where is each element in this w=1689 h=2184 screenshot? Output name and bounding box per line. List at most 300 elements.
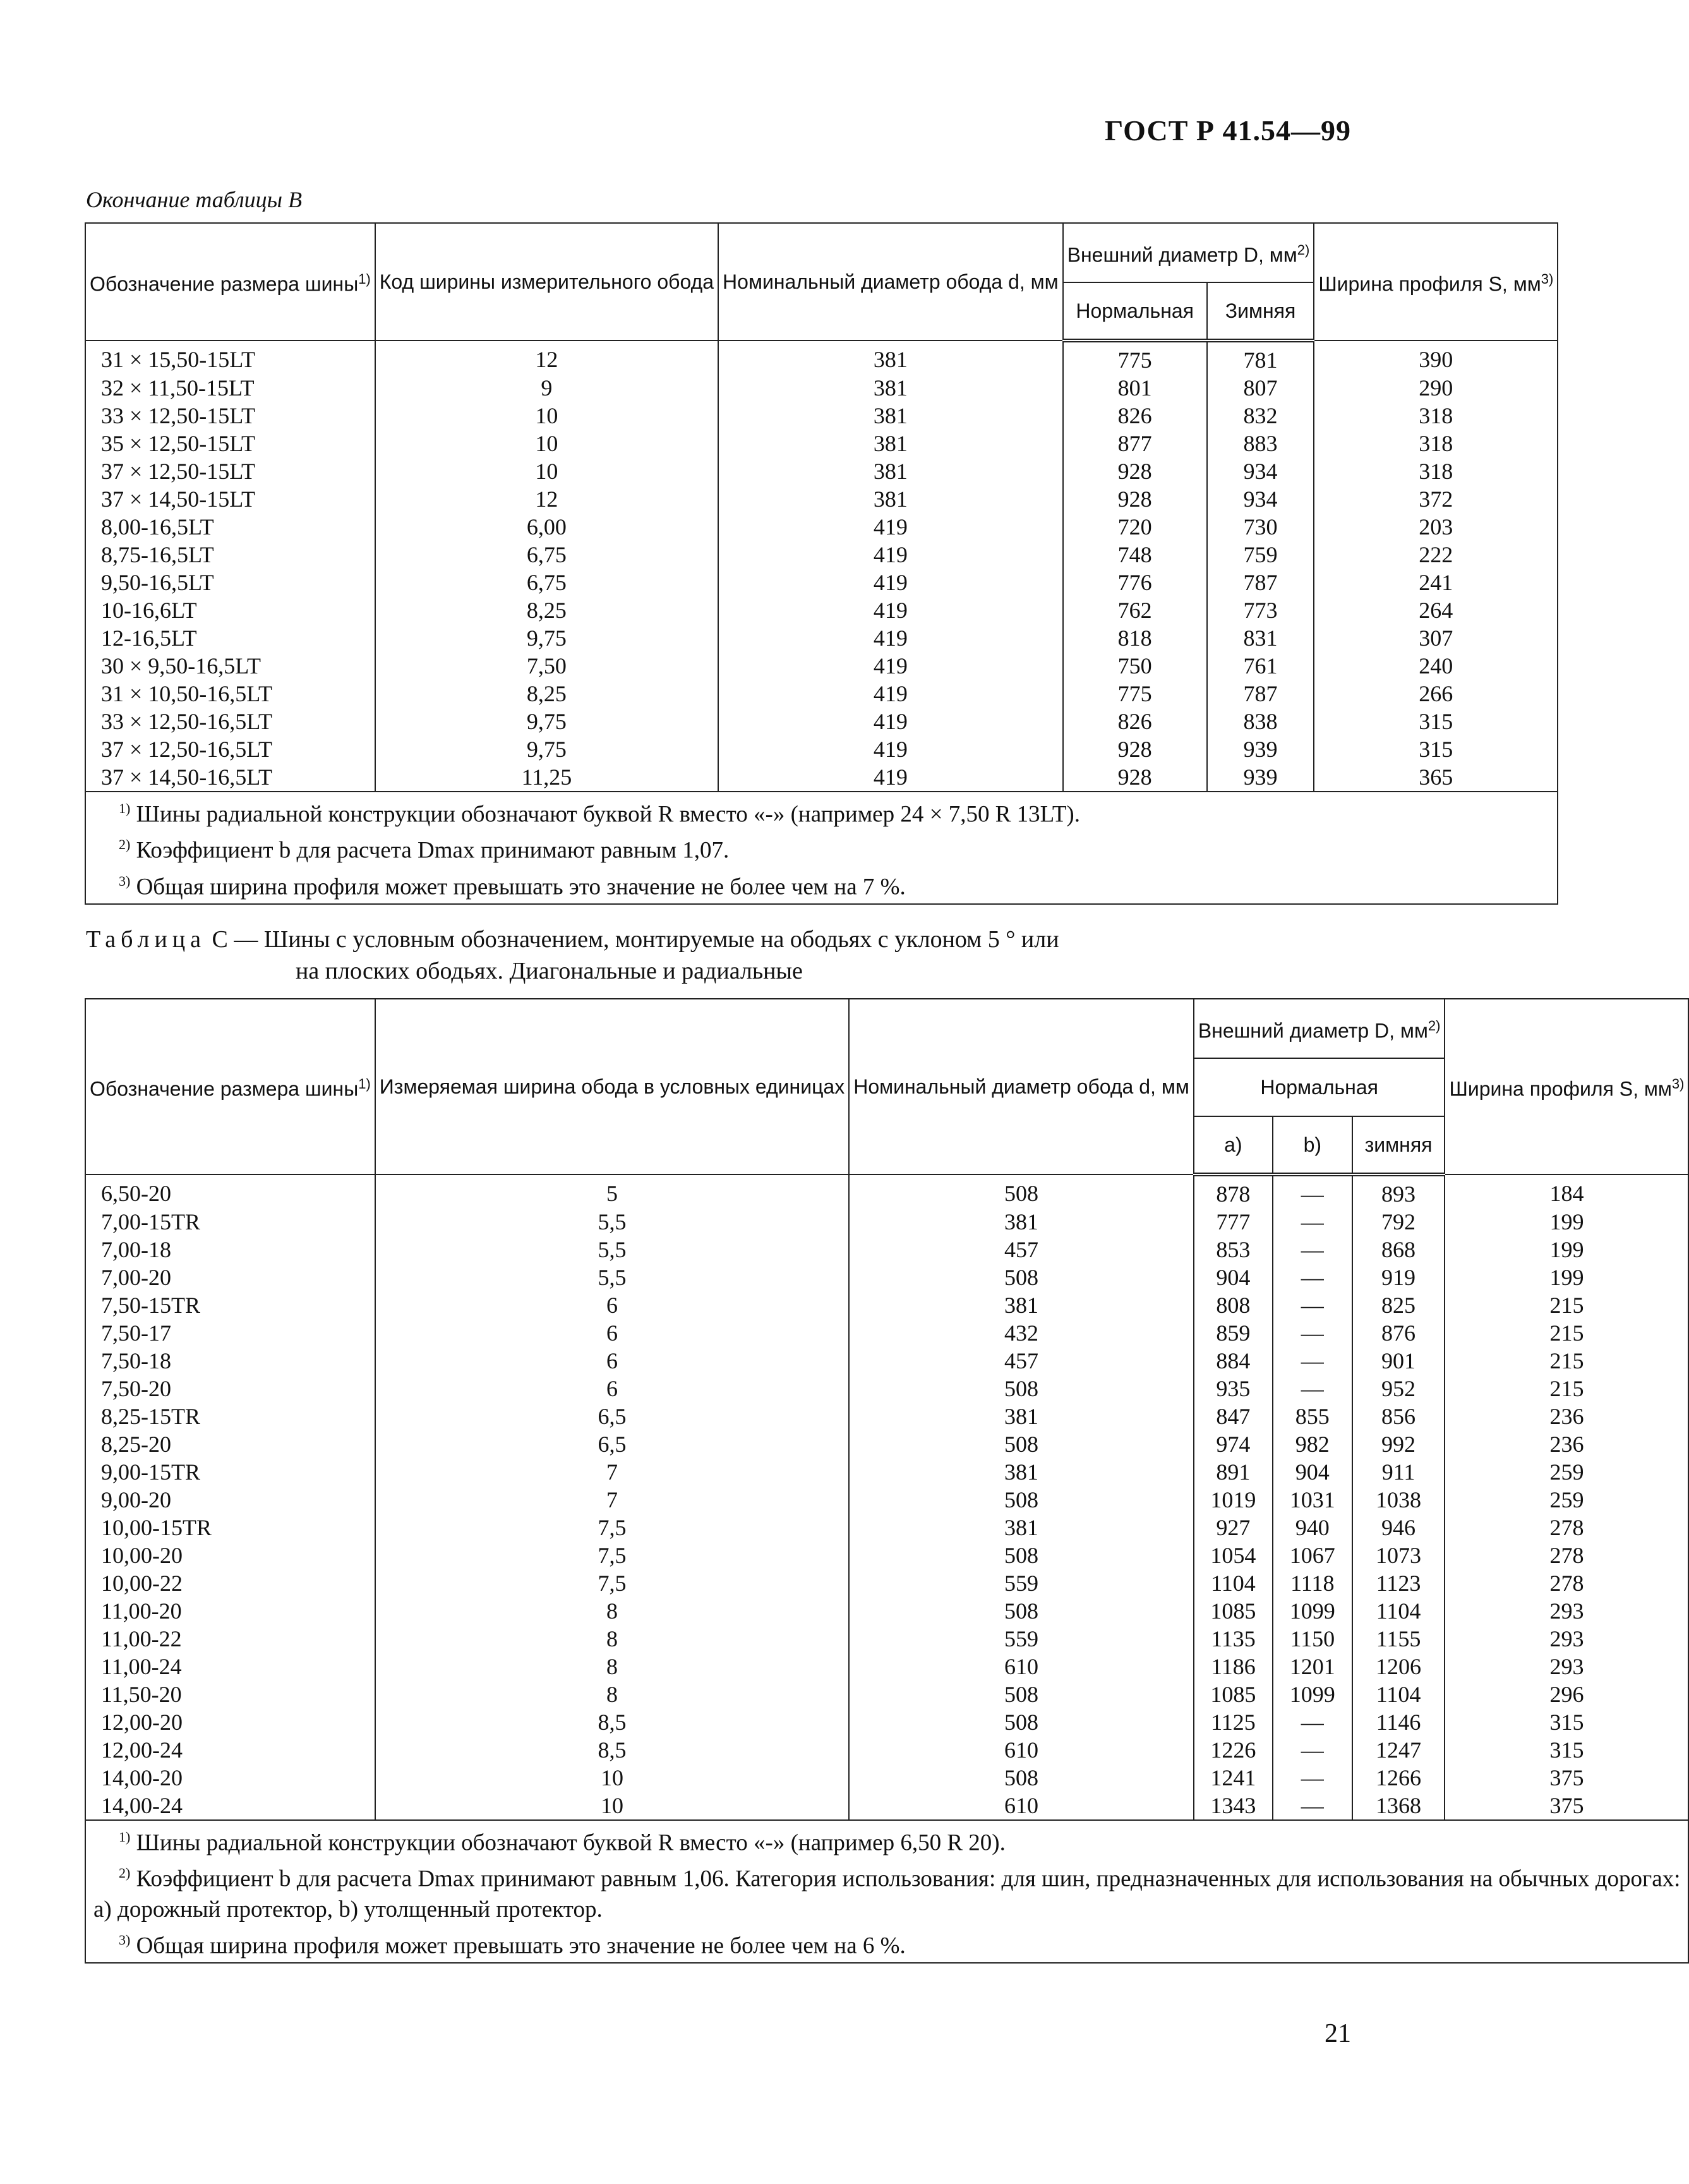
table-cell: 419	[718, 763, 1063, 792]
table-cell: 883	[1207, 430, 1314, 457]
table-cell: 1201	[1273, 1653, 1352, 1680]
table-cell: 8,25	[375, 680, 718, 708]
table-cell: 508	[849, 1680, 1194, 1708]
table-cell: 508	[849, 1174, 1194, 1208]
table-cell: 982	[1273, 1430, 1352, 1458]
table-cell: 33 × 12,50-16,5LT	[85, 708, 375, 735]
table-cell: 935	[1194, 1375, 1273, 1403]
table-cell: 927	[1194, 1514, 1273, 1541]
table-cell: 775	[1063, 680, 1207, 708]
table-cell: 372	[1314, 485, 1558, 513]
table-row	[85, 485, 1558, 513]
col-header-normal: Нормальная	[1063, 282, 1207, 341]
table-cell: 9,75	[375, 708, 718, 735]
table-cell: 610	[849, 1653, 1194, 1680]
table-cell: 952	[1352, 1375, 1445, 1403]
table-cell: 1155	[1352, 1625, 1445, 1653]
table-cell: 14,00-24	[85, 1792, 375, 1820]
table-row	[85, 1208, 1688, 1236]
table-cell: 10	[375, 430, 718, 457]
table-cell: 31 × 10,50-16,5LT	[85, 680, 375, 708]
col-header-size: Обозначение размера шины$^{1)}$	[85, 223, 375, 341]
table-row	[85, 569, 1558, 596]
table-row	[85, 1375, 1688, 1403]
table-cell: 432	[849, 1319, 1194, 1347]
table-cell: 7,50-20	[85, 1375, 375, 1403]
table-cell: 1118	[1273, 1569, 1352, 1597]
table-row	[85, 1653, 1688, 1680]
table-cell: 381	[849, 1403, 1194, 1430]
table-cell: 787	[1207, 680, 1314, 708]
table-cell: 1099	[1273, 1597, 1352, 1625]
table-cell: 37 × 12,50-16,5LT	[85, 735, 375, 763]
table-cell: 199	[1445, 1236, 1688, 1264]
table-cell: 781	[1207, 341, 1314, 374]
table-cell: 928	[1063, 735, 1207, 763]
table-cell: 11,00-24	[85, 1653, 375, 1680]
table-b	[85, 222, 1558, 905]
footnote-2: $^{2)}$ Коэффициент b для расчета Dmax принимают равным 1,06. Категория использования: для шин, предназначенных для использования на обычных дорогах: a) дорожный протектор, b) утолщенный протектор.	[93, 1865, 1681, 1922]
table-row	[85, 1486, 1688, 1514]
footnote-3: $^{3)}$ Общая ширина профиля может превышать это значение не более чем на 6 %.	[119, 1931, 906, 1958]
table-cell: 37 × 14,50-16,5LT	[85, 763, 375, 792]
table-cell: 31 × 15,50-15LT	[85, 341, 375, 374]
col-header-a: a)	[1194, 1116, 1273, 1174]
table-cell: 762	[1063, 596, 1207, 624]
table-cell: 508	[849, 1264, 1194, 1291]
table-row	[85, 1625, 1688, 1653]
table-cell: 296	[1445, 1680, 1688, 1708]
table-cell: 6,00	[375, 513, 718, 541]
table-cell: 1206	[1352, 1653, 1445, 1680]
table-cell: —	[1273, 1736, 1352, 1764]
table-cell: 1038	[1352, 1486, 1445, 1514]
table-cell: 832	[1207, 402, 1314, 430]
table-cell: 8,25	[375, 596, 718, 624]
table-cell: 750	[1063, 652, 1207, 680]
table-cell: 1123	[1352, 1569, 1445, 1597]
table-cell: 9,00-20	[85, 1486, 375, 1514]
table-cell: 610	[849, 1792, 1194, 1820]
table-cell: 508	[849, 1375, 1194, 1403]
table-row	[85, 1764, 1688, 1792]
table-cell: —	[1273, 1375, 1352, 1403]
table-cell: 315	[1445, 1736, 1688, 1764]
table-cell: 381	[849, 1208, 1194, 1236]
table-c-label: Таблица	[86, 926, 207, 953]
table-b-body	[85, 341, 1558, 792]
table-cell: 390	[1314, 341, 1558, 374]
col-header-b: b)	[1273, 1116, 1352, 1174]
table-cell: 6,5	[375, 1403, 849, 1430]
table-cell: 215	[1445, 1291, 1688, 1319]
table-cell: 761	[1207, 652, 1314, 680]
table-cell: 7,50-18	[85, 1347, 375, 1375]
col-header-rim-diameter: Номинальный диаметр обода d, мм	[718, 223, 1063, 341]
table-cell: 241	[1314, 569, 1558, 596]
table-cell: 381	[718, 402, 1063, 430]
table-row	[85, 1347, 1688, 1375]
table-cell: 508	[849, 1597, 1194, 1625]
table-cell: 381	[718, 430, 1063, 457]
table-row	[85, 1708, 1688, 1736]
table-cell: —	[1273, 1792, 1352, 1820]
table-cell: 10	[375, 457, 718, 485]
table-cell: 773	[1207, 596, 1314, 624]
table-cell: 10	[375, 402, 718, 430]
table-cell: 419	[718, 513, 1063, 541]
table-cell: 293	[1445, 1653, 1688, 1680]
table-cell: 1099	[1273, 1680, 1352, 1708]
table-cell: 759	[1207, 541, 1314, 569]
table-cell: 8	[375, 1653, 849, 1680]
table-cell: 365	[1314, 763, 1558, 792]
table-cell: 508	[849, 1764, 1194, 1792]
table-row	[85, 1236, 1688, 1264]
table-cell: 792	[1352, 1208, 1445, 1236]
table-row	[85, 1792, 1688, 1820]
table-cell: 1241	[1194, 1764, 1273, 1792]
table-cell: 1226	[1194, 1736, 1273, 1764]
table-cell: 457	[849, 1236, 1194, 1264]
table-cell: 222	[1314, 541, 1558, 569]
table-cell: 748	[1063, 541, 1207, 569]
table-cell: 9,50-16,5LT	[85, 569, 375, 596]
table-row	[85, 402, 1558, 430]
table-cell: 318	[1314, 457, 1558, 485]
table-cell: 9,00-15TR	[85, 1458, 375, 1486]
table-cell: 818	[1063, 624, 1207, 652]
table-row	[85, 341, 1558, 374]
table-cell: 8,25-15TR	[85, 1403, 375, 1430]
table-cell: 1125	[1194, 1708, 1273, 1736]
table-cell: 7	[375, 1458, 849, 1486]
table-cell: 940	[1273, 1514, 1352, 1541]
table-cell: 419	[718, 680, 1063, 708]
table-cell: 215	[1445, 1319, 1688, 1347]
table-cell: 559	[849, 1569, 1194, 1597]
table-cell: 7,5	[375, 1569, 849, 1597]
table-cell: 893	[1352, 1174, 1445, 1208]
table-row	[85, 513, 1558, 541]
col-header-profile-width: Ширина профиля S, $мм^{3)}$	[1314, 223, 1558, 341]
table-cell: 9	[375, 374, 718, 402]
table-cell: 381	[849, 1514, 1194, 1541]
table-cell: 7,00-20	[85, 1264, 375, 1291]
table-cell: 6,75	[375, 541, 718, 569]
table-cell: 6	[375, 1291, 849, 1319]
table-cell: 7,50-17	[85, 1319, 375, 1347]
table-cell: 1343	[1194, 1792, 1273, 1820]
col-header-profile-width: Ширина профиля S, $мм^{3)}$	[1445, 999, 1688, 1174]
table-cell: 8	[375, 1680, 849, 1708]
table-cell: 33 × 12,50-15LT	[85, 402, 375, 430]
table-cell: 11,00-22	[85, 1625, 375, 1653]
standard-header: ГОСТ Р 41.54—99	[1105, 114, 1351, 147]
table-cell: 559	[849, 1625, 1194, 1653]
table-row	[85, 1597, 1688, 1625]
table-cell: 801	[1063, 374, 1207, 402]
table-cell: 911	[1352, 1458, 1445, 1486]
table-cell: 776	[1063, 569, 1207, 596]
table-c-title-line1: С — Шины с условным обозначением, монтируемые на ободьях с уклоном 5 ° или	[212, 926, 1059, 953]
table-cell: 853	[1194, 1236, 1273, 1264]
table-cell: —	[1273, 1236, 1352, 1264]
table-cell: 6,5	[375, 1430, 849, 1458]
table-cell: 240	[1314, 652, 1558, 680]
table-cell: 37 × 12,50-15LT	[85, 457, 375, 485]
table-row	[85, 1264, 1688, 1291]
table-row	[85, 1736, 1688, 1764]
table-cell: 381	[849, 1291, 1194, 1319]
table-cell: —	[1273, 1319, 1352, 1347]
table-cell: 236	[1445, 1403, 1688, 1430]
table-cell: 278	[1445, 1541, 1688, 1569]
table-cell: 1085	[1194, 1680, 1273, 1708]
table-cell: 1150	[1273, 1625, 1352, 1653]
table-cell: 6	[375, 1375, 849, 1403]
table-cell: 777	[1194, 1208, 1273, 1236]
table-cell: 787	[1207, 569, 1314, 596]
table-cell: 8,5	[375, 1708, 849, 1736]
table-cell: —	[1273, 1347, 1352, 1375]
table-cell: 419	[718, 624, 1063, 652]
table-cell: 12	[375, 341, 718, 374]
table-row	[85, 1403, 1688, 1430]
table-cell: 1054	[1194, 1541, 1273, 1569]
table-cell: 946	[1352, 1514, 1445, 1541]
table-cell: 6,50-20	[85, 1174, 375, 1208]
table-cell: 37 × 14,50-15LT	[85, 485, 375, 513]
table-cell: 215	[1445, 1347, 1688, 1375]
table-cell: 419	[718, 541, 1063, 569]
table-cell: 318	[1314, 430, 1558, 457]
table-row	[85, 596, 1558, 624]
table-cell: 934	[1207, 485, 1314, 513]
table-cell: 32 × 11,50-15LT	[85, 374, 375, 402]
table-row	[85, 652, 1558, 680]
table-row	[85, 1458, 1688, 1486]
table-cell: 8,75-16,5LT	[85, 541, 375, 569]
footnote-1: $^{1)}$ Шины радиальной конструкции обозначают буквой R вместо «-» (например 24 × 7,50 R 13LT).	[119, 800, 1080, 828]
table-cell: 775	[1063, 341, 1207, 374]
footnote-3: $^{3)}$ Общая ширина профиля может превышать это значение не более чем на 7 %.	[119, 872, 906, 900]
table-cell: 928	[1063, 763, 1207, 792]
table-cell: 12-16,5LT	[85, 624, 375, 652]
table-cell: 1104	[1352, 1680, 1445, 1708]
table-cell: 457	[849, 1347, 1194, 1375]
col-header-rim-width: Измеряемая ширина обода в условных единицах	[375, 999, 849, 1174]
footnote-1: $^{1)}$ Шины радиальной конструкции обозначают буквой R вместо «-» (например 6,50 R 20).	[119, 1829, 1006, 1856]
table-cell: 919	[1352, 1264, 1445, 1291]
table-row	[85, 763, 1558, 792]
table-cell: 856	[1352, 1403, 1445, 1430]
table-cell: 203	[1314, 513, 1558, 541]
table-cell: 1104	[1352, 1597, 1445, 1625]
table-row	[85, 1430, 1688, 1458]
table-cell: 381	[849, 1458, 1194, 1486]
table-cell: 7,00-15TR	[85, 1208, 375, 1236]
table-cell: 720	[1063, 513, 1207, 541]
table-cell: 215	[1445, 1375, 1688, 1403]
table-cell: 1146	[1352, 1708, 1445, 1736]
table-cell: —	[1273, 1708, 1352, 1736]
table-cell: 5,5	[375, 1264, 849, 1291]
table-cell: 5,5	[375, 1236, 849, 1264]
table-cell: 375	[1445, 1764, 1688, 1792]
table-cell: 381	[718, 485, 1063, 513]
table-cell: 10	[375, 1764, 849, 1792]
table-cell: 199	[1445, 1264, 1688, 1291]
table-cell: 508	[849, 1430, 1194, 1458]
table-row	[85, 457, 1558, 485]
col-header-rim-diameter: Номинальный диаметр обода d, мм	[849, 999, 1194, 1174]
table-cell: 259	[1445, 1458, 1688, 1486]
table-cell: 939	[1207, 763, 1314, 792]
table-cell: 381	[718, 457, 1063, 485]
table-cell: 904	[1273, 1458, 1352, 1486]
table-cell: 1104	[1194, 1569, 1273, 1597]
table-cell: 10,00-22	[85, 1569, 375, 1597]
table-cell: 12	[375, 485, 718, 513]
table-cell: 7,00-18	[85, 1236, 375, 1264]
table-cell: 9,75	[375, 735, 718, 763]
table-cell: 992	[1352, 1430, 1445, 1458]
table-cell: 610	[849, 1736, 1194, 1764]
table-cell: 264	[1314, 596, 1558, 624]
table-cell: 508	[849, 1708, 1194, 1736]
table-cell: 8,25-20	[85, 1430, 375, 1458]
col-header-normal: Нормальная	[1194, 1058, 1445, 1116]
table-cell: 928	[1063, 457, 1207, 485]
table-cell: 5,5	[375, 1208, 849, 1236]
table-cell: 10,00-15TR	[85, 1514, 375, 1541]
table-cell: 184	[1445, 1174, 1688, 1208]
table-cell: 30 × 9,50-16,5LT	[85, 652, 375, 680]
table-cell: 878	[1194, 1174, 1273, 1208]
table-cell: —	[1273, 1291, 1352, 1319]
footnote-2: $^{2)}$ Коэффициент b для расчета Dmax принимают равным 1,07.	[119, 836, 730, 864]
table-c-title-line2: на плоских ободьях. Диагональные и радиальные	[296, 958, 803, 984]
table-cell: 236	[1445, 1430, 1688, 1458]
table-cell: 8,5	[375, 1736, 849, 1764]
table-cell: 1031	[1273, 1486, 1352, 1514]
table-cell: 838	[1207, 708, 1314, 735]
table-cell: 1266	[1352, 1764, 1445, 1792]
table-cell: 11,25	[375, 763, 718, 792]
table-cell: 1368	[1352, 1792, 1445, 1820]
table-row	[85, 1291, 1688, 1319]
col-header-rim-code: Код ширины измерительного обода	[375, 223, 718, 341]
table-cell: —	[1273, 1264, 1352, 1291]
table-cell: 7,5	[375, 1541, 849, 1569]
table-cell: 199	[1445, 1208, 1688, 1236]
table-cell: 826	[1063, 708, 1207, 735]
table-cell: 12,00-24	[85, 1736, 375, 1764]
table-cell: 293	[1445, 1597, 1688, 1625]
table-row	[85, 1541, 1688, 1569]
table-cell: 831	[1207, 624, 1314, 652]
table-cell: —	[1273, 1764, 1352, 1792]
table-cell: 12,00-20	[85, 1708, 375, 1736]
table-row	[85, 735, 1558, 763]
table-c-body	[85, 1174, 1688, 1820]
table-cell: 315	[1314, 708, 1558, 735]
table-cell: 11,50-20	[85, 1680, 375, 1708]
table-cell: 419	[718, 652, 1063, 680]
table-cell: 855	[1273, 1403, 1352, 1430]
col-header-outer-diameter: Внешний диаметр D, $мм^{2)}$	[1194, 999, 1445, 1058]
table-cell: 847	[1194, 1403, 1273, 1430]
table-cell: 318	[1314, 402, 1558, 430]
table-row	[85, 1319, 1688, 1347]
table-row	[85, 624, 1558, 652]
table-cell: 419	[718, 596, 1063, 624]
table-cell: 6	[375, 1319, 849, 1347]
table-cell: 934	[1207, 457, 1314, 485]
table-cell: 859	[1194, 1319, 1273, 1347]
table-cell: 7,50-15TR	[85, 1291, 375, 1319]
table-cell: 876	[1352, 1319, 1445, 1347]
table-row	[85, 1174, 1688, 1208]
table-cell: 10,00-20	[85, 1541, 375, 1569]
page-number: 21	[1325, 2019, 1351, 2048]
table-cell: 307	[1314, 624, 1558, 652]
table-row	[85, 708, 1558, 735]
table-cell: 904	[1194, 1264, 1273, 1291]
table-cell: 35 × 12,50-15LT	[85, 430, 375, 457]
table-row	[85, 541, 1558, 569]
table-cell: 1019	[1194, 1486, 1273, 1514]
table-cell: 1135	[1194, 1625, 1273, 1653]
table-cell: 419	[718, 735, 1063, 763]
table-cell: 7,5	[375, 1514, 849, 1541]
table-cell: 939	[1207, 735, 1314, 763]
table-cell: 6	[375, 1347, 849, 1375]
table-cell: 868	[1352, 1236, 1445, 1264]
table-cell: 259	[1445, 1486, 1688, 1514]
col-header-outer-diameter: Внешний диаметр D, $мм^{2)}$	[1063, 223, 1314, 282]
table-cell: 826	[1063, 402, 1207, 430]
table-b-caption: Окончание таблицы В	[86, 187, 303, 212]
table-row	[85, 374, 1558, 402]
table-cell: 6,75	[375, 569, 718, 596]
table-cell: 315	[1445, 1708, 1688, 1736]
table-cell: 1247	[1352, 1736, 1445, 1764]
table-cell: 974	[1194, 1430, 1273, 1458]
table-cell: 928	[1063, 485, 1207, 513]
table-c-title	[86, 924, 1273, 987]
table-cell: —	[1273, 1208, 1352, 1236]
col-header-winter: Зимняя	[1207, 282, 1314, 341]
table-cell: 14,00-20	[85, 1764, 375, 1792]
table-cell: 877	[1063, 430, 1207, 457]
table-cell: 1186	[1194, 1653, 1273, 1680]
table-row	[85, 680, 1558, 708]
table-cell: 825	[1352, 1291, 1445, 1319]
col-header-winter: зимняя	[1352, 1116, 1445, 1174]
table-cell: 9,75	[375, 624, 718, 652]
table-c-footnotes	[85, 1820, 1688, 1963]
table-cell: 290	[1314, 374, 1558, 402]
table-cell: 1067	[1273, 1541, 1352, 1569]
table-cell: 8,00-16,5LT	[85, 513, 375, 541]
table-cell: 381	[718, 341, 1063, 374]
table-cell: 315	[1314, 735, 1558, 763]
table-c	[85, 998, 1689, 1964]
table-cell: 8	[375, 1625, 849, 1653]
table-cell: 419	[718, 708, 1063, 735]
